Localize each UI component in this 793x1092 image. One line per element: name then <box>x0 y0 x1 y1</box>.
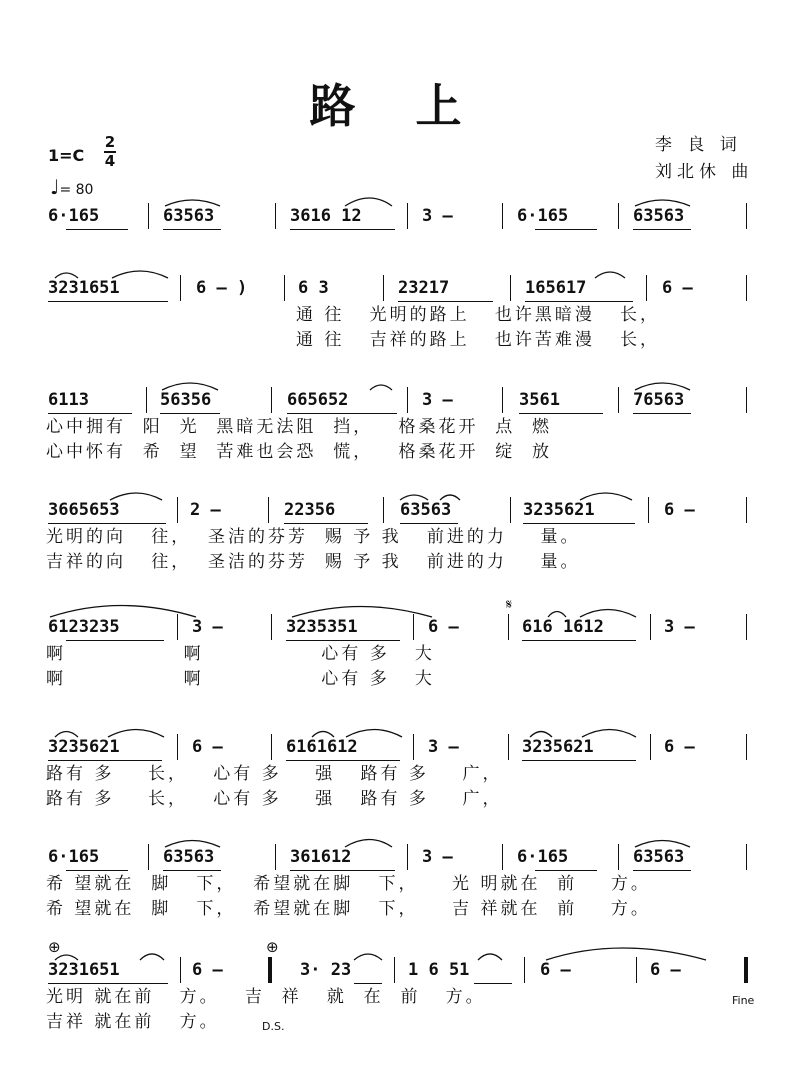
measure-6: 63563 <box>633 206 685 226</box>
measure-17: 3561 <box>519 390 560 410</box>
lyrics-row-3-verse-2: 心中怀有 希 望 苦难也会恐 慌， 格桑花开 绽 放 <box>46 442 553 462</box>
page-title: 路 上 <box>309 79 484 133</box>
measure-29: 616 1612 <box>522 617 604 637</box>
quarter-note-icon: ♩ <box>50 175 60 199</box>
measure-30: 3 – <box>664 617 695 637</box>
measure-43: 3231651 <box>48 960 120 980</box>
tempo-value: = 80 <box>59 182 94 198</box>
measure-26: 3 – <box>192 617 223 637</box>
measure-10: 23217 <box>398 278 450 298</box>
measure-34: 3 – <box>428 737 459 757</box>
lyrics-row-7-verse-2: 希 望就在 脚 下， 希望就在脚 下， 吉 祥就在 前 方。 <box>46 899 651 919</box>
lyrics-row-6-verse-1: 路有 多 长， 心有 多 强 路有 多 广， <box>46 764 503 784</box>
measure-3: 3616 12 <box>290 206 362 226</box>
lyrics-row-3-verse-1: 心中拥有 阳 光 黑暗无法阻 挡， 格桑花开 点 燃 <box>46 417 553 437</box>
measure-38: 63563 <box>163 847 215 867</box>
measure-19: 3665653 <box>48 500 120 520</box>
measure-40: 3 – <box>422 847 453 867</box>
measure-32: 6 – <box>192 737 223 757</box>
coda-icon: ⊕ <box>48 938 61 956</box>
lyrics-row-7-verse-1: 希 望就在 脚 下， 希望就在脚 下， 光 明就在 前 方。 <box>46 874 651 894</box>
measure-11: 165617 <box>525 278 587 298</box>
measure-39: 361612 <box>290 847 352 867</box>
measure-9: 6 3 <box>298 278 329 298</box>
measure-42: 63563 <box>633 847 685 867</box>
measure-7: 3231651 <box>48 278 120 298</box>
fine-marker: Fine <box>732 994 755 1007</box>
measure-24: 6 – <box>664 500 695 520</box>
measure-8: 6 – ) <box>196 278 248 298</box>
lyricist-credit: 李 良 词 <box>655 135 742 155</box>
measure-4: 3 – <box>422 206 453 226</box>
measure-25: 6123235 <box>48 617 120 637</box>
lyrics-row-6-verse-2: 路有 多 长， 心有 多 强 路有 多 广， <box>46 789 503 809</box>
meter-top: 2 <box>104 133 116 151</box>
measure-33: 6161612 <box>286 737 358 757</box>
key-signature: 1=C <box>48 146 85 165</box>
measure-12: 6 – <box>662 278 693 298</box>
lyrics-row-4-verse-2: 吉祥的向 往， 圣洁的芬芳 赐 予 我 前进的力 量。 <box>46 552 581 572</box>
measure-28: 6 – <box>428 617 459 637</box>
lyrics-row-2-verse-2: 通 往 吉祥的路上 也许苦难漫 长， <box>296 330 661 350</box>
measure-46: 1 6 51 <box>408 960 470 980</box>
measure-37: 6·165 <box>48 847 100 867</box>
segno-icon: 𝄋 <box>506 597 513 613</box>
coda-icon-2: ⊕ <box>266 938 279 956</box>
measure-15: 665652 <box>287 390 349 410</box>
measure-1: 6·165 <box>48 206 100 226</box>
lyrics-row-2-verse-1: 通 往 光明的路上 也许黑暗漫 长， <box>296 305 661 325</box>
measure-41: 6·165 <box>517 847 569 867</box>
lyrics-row-8-verse-2: 吉祥 就在前 方。 <box>46 1012 220 1032</box>
lyrics-row-8-verse-1: 光明 就在前 方。 吉 祥 就 在 前 方。 <box>46 987 486 1007</box>
lyrics-row-5-verse-2: 啊 啊 心有 多 大 <box>46 669 435 689</box>
measure-20: 2 – <box>190 500 221 520</box>
measure-14: 56356 <box>160 390 212 410</box>
measure-22: 63563 <box>400 500 452 520</box>
lyrics-row-4-verse-1: 光明的向 往， 圣洁的芬芳 赐 予 我 前进的力 量。 <box>46 527 581 547</box>
measure-23: 3235621 <box>523 500 595 520</box>
measure-45: 3· 23 <box>300 960 352 980</box>
lyrics-row-5-verse-1: 啊 啊 心有 多 大 <box>46 644 435 664</box>
measure-16: 3 – <box>422 390 453 410</box>
measure-36: 6 – <box>664 737 695 757</box>
measure-27: 3235351 <box>286 617 358 637</box>
measure-21: 22356 <box>284 500 336 520</box>
measure-35: 3235621 <box>522 737 594 757</box>
ds-marker: D.S. <box>262 1020 285 1033</box>
measure-2: 63563 <box>163 206 215 226</box>
measure-18: 76563 <box>633 390 685 410</box>
composer-credit: 刘北休 曲 <box>655 162 754 182</box>
meter-bottom: 4 <box>104 152 116 170</box>
measure-5: 6·165 <box>517 206 569 226</box>
measure-31: 3235621 <box>48 737 120 757</box>
measure-44: 6 – <box>192 960 223 980</box>
measure-13: 6113 <box>48 390 89 410</box>
measure-47: 6 – <box>540 960 571 980</box>
measure-48: 6 – <box>650 960 681 980</box>
